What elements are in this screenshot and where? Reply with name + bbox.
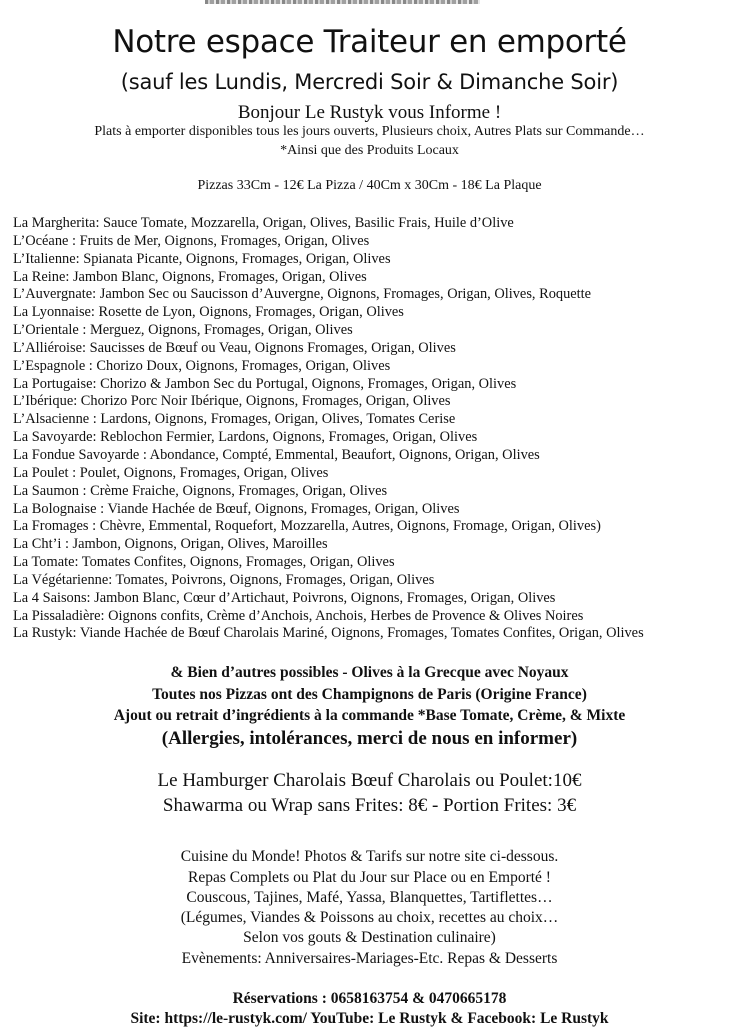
catering-line: Evènements: Anniversaires-Mariages-Etc. Repas & Desserts bbox=[181, 950, 558, 967]
pizza-item: La 4 Saisons: Jambon Blanc, Cœur d’Artichaut, Poivrons, Oignons, Fromages, Origan, Olives bbox=[13, 589, 556, 606]
intro-line: Plats à emporter disponibles tous les jours ouverts, Plusieurs choix, Autres Plats sur Commande… bbox=[94, 124, 645, 139]
note-line: Ajout ou retrait d’ingrédients à la commande *Base Tomate, Crème, & Mixte bbox=[113, 707, 626, 724]
greeting: Bonjour Le Rustyk vous Informe ! bbox=[237, 102, 502, 123]
site-links: Site: https://le-rustyk.com/ YouTube: Le Rustyk & Facebook: Le Rustyk bbox=[130, 1010, 609, 1027]
pizza-item: La Végétarienne: Tomates, Poivrons, Oignons, Fromages, Origan, Olives bbox=[13, 571, 435, 588]
pizza-item: La Rustyk: Viande Hachée de Bœuf Charolais Mariné, Oignons, Fromages, Tomates Confites, Origan, Olives bbox=[13, 625, 644, 642]
pizza-item: La Reine: Jambon Blanc, Oignons, Fromages, Origan, Olives bbox=[13, 268, 367, 285]
pizza-item: La Cht’i : Jambon, Oignons, Origan, Olives, Maroilles bbox=[13, 536, 328, 553]
pizza-item: L’Alliéroise: Saucisses de Bœuf ou Veau, Oignons Fromages, Origan, Olives bbox=[13, 339, 456, 356]
pizza-item: L’Océane : Fruits de Mer, Oignons, Fromages, Origan, Olives bbox=[13, 232, 370, 249]
pizza-item: La Fondue Savoyarde : Abondance, Compté, Emmental, Beaufort, Oignons, Origan, Olives bbox=[13, 446, 540, 463]
pizza-item: L’Auvergnate: Jambon Sec ou Saucisson d’Auvergne, Oignons, Fromages, Origan, Olives, Roquette bbox=[13, 286, 592, 303]
pizza-item: La Pissaladière: Oignons confits, Crème d’Anchois, Anchois, Herbes de Provence & Olives Noires bbox=[13, 607, 584, 624]
pizza-list bbox=[13, 215, 644, 643]
burger-offer: Le Hamburger Charolais Bœuf Charolais ou Poulet:10€ bbox=[157, 770, 582, 791]
pizza-price-line: Pizzas 33Cm - 12€ La Pizza / 40Cm x 30Cm - 18€ La Plaque bbox=[197, 178, 542, 193]
pizza-item: L’Espagnole : Chorizo Doux, Oignons, Fromages, Origan, Olives bbox=[13, 357, 391, 374]
catering-line: Selon vos gouts & Destination culinaire) bbox=[243, 929, 496, 946]
reservations: Réservations : 0658163754 & 0470665178 bbox=[232, 990, 507, 1007]
pizza-item: La Margherita: Sauce Tomate, Mozzarella, Origan, Olives, Basilic Frais, Huile d’Olive bbox=[13, 215, 514, 231]
pizza-item: La Portugaise: Chorizo & Jambon Sec du Portugal, Oignons, Fromages, Origan, Olives bbox=[13, 375, 517, 392]
pizza-item: La Fromages : Chèvre, Emmental, Roquefort, Mozzarella, Autres, Oignons, Fromage, Origan, Olives) bbox=[13, 518, 601, 535]
note-line: & Bien d’autres possibles - Olives à la Grecque avec Noyaux bbox=[170, 664, 569, 681]
page-title: Notre espace Traiteur en emporté bbox=[112, 24, 627, 60]
pizza-item: La Savoyarde: Reblochon Fermier, Lardons, Oignons, Fromages, Origan, Olives bbox=[13, 429, 478, 446]
catering-line: (Légumes, Viandes & Poissons au choix, recettes au choix… bbox=[180, 909, 559, 926]
pizza-item: L’Orientale : Merguez, Oignons, Fromages, Origan, Olives bbox=[13, 322, 353, 339]
pizza-item: La Lyonnaise: Rosette de Lyon, Oignons, Fromages, Origan, Olives bbox=[13, 304, 404, 321]
pizza-item: L’Ibérique: Chorizo Porc Noir Ibérique, Oignons, Fromages, Origan, Olives bbox=[13, 393, 451, 410]
scan-artifact bbox=[205, 0, 480, 4]
note-line: Toutes nos Pizzas ont des Champignons de Paris (Origine France) bbox=[152, 686, 587, 703]
intro-line: *Ainsi que des Produits Locaux bbox=[280, 143, 459, 158]
pizza-item: La Saumon : Crème Fraiche, Oignons, Fromages, Origan, Olives bbox=[13, 482, 388, 499]
pizza-item: La Tomate: Tomates Confites, Oignons, Fromages, Origan, Olives bbox=[13, 554, 395, 571]
pizza-item: L’Italienne: Spianata Picante, Oignons, Fromages, Origan, Olives bbox=[13, 250, 391, 267]
catering-line: Repas Complets ou Plat du Jour sur Place ou en Emporté ! bbox=[188, 869, 551, 886]
shawarma-offer: Shawarma ou Wrap sans Frites: 8€ - Portion Frites: 3€ bbox=[162, 795, 577, 816]
pizza-item: L’Alsacienne : Lardons, Oignons, Fromages, Origan, Olives, Tomates Cerise bbox=[13, 411, 456, 428]
allergy-note: (Allergies, intolérances, merci de nous en informer) bbox=[161, 728, 578, 749]
catering-line: Couscous, Tajines, Mafé, Yassa, Blanquettes, Tartiflettes… bbox=[186, 889, 553, 906]
page-subtitle: (sauf les Lundis, Mercredi Soir & Dimanche Soir) bbox=[120, 70, 619, 94]
catering-line: Cuisine du Monde! Photos & Tarifs sur notre site ci-dessous. bbox=[180, 848, 559, 865]
pizza-item: La Poulet : Poulet, Oignons, Fromages, Origan, Olives bbox=[13, 464, 329, 481]
pizza-item: La Bolognaise : Viande Hachée de Bœuf, Oignons, Fromages, Origan, Olives bbox=[13, 500, 460, 517]
